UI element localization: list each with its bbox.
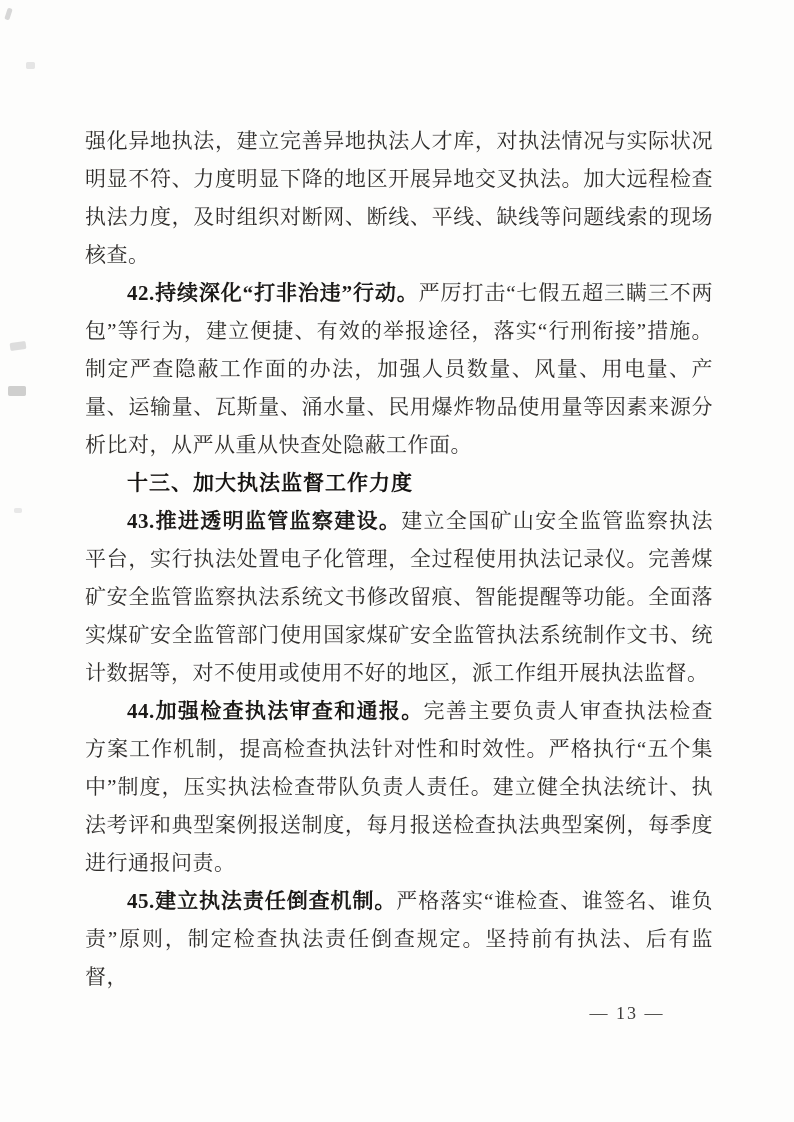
page-number: — 13 — — [589, 1003, 665, 1023]
paragraph-continuation-text: 强化异地执法，建立完善异地执法人才库，对执法情况与实际状况明显不符、力度明显下降的地区开展异地交叉执法。加大远程检查执法力度，及时组织对断网、断线、平线、缺线等问题线索的现场核查。 — [85, 129, 713, 267]
document-text-block — [85, 122, 713, 996]
item-45-body: 严格落实“谁检查、谁签名、谁负责”原则，制定检查执法责任倒查规定。坚持前有执法、后有监督， — [85, 889, 713, 989]
item-44-lead: 44.加强检查执法审查和通报。 — [127, 699, 424, 723]
item-43-body: 建立全国矿山安全监管监察执法平台，实行执法处置电子化管理，全过程使用执法记录仪。完善煤矿安全监管监察执法系统文书修改留痕、智能提醒等功能。全面落实煤矿安全监管部门使用国家煤矿安全监管执法系统制作文书、统计数据等，对不使用或使用不好的地区，派工作组开展执法监督。 — [85, 509, 714, 685]
paragraph-item-45 — [85, 882, 713, 996]
paragraph-item-43 — [85, 502, 713, 692]
item-45-lead: 45.建立执法责任倒查机制。 — [127, 889, 397, 913]
scan-artifact — [10, 341, 27, 351]
scan-artifact — [4, 8, 12, 21]
scan-artifact — [14, 508, 22, 513]
scan-artifact — [26, 62, 35, 69]
paragraph-item-44 — [85, 692, 713, 882]
item-43-lead: 43.推进透明监管监察建设。 — [127, 509, 402, 533]
section-13-heading — [85, 464, 713, 502]
paragraph-continuation — [85, 122, 713, 274]
item-44-body: 完善主要负责人审查执法检查方案工作机制，提高检查执法针对性和时效性。严格执行“五个集中”制度，压实执法检查带队负责人责任。建立健全执法统计、执法考评和典型案例报送制度，每月报送检查执法典型案例，每季度进行通报问责。 — [85, 699, 714, 875]
item-42-lead: 42.持续深化“打非治违”行动。 — [127, 281, 419, 305]
scan-artifact — [8, 386, 26, 396]
section-13-heading-text: 十三、加大执法监督工作力度 — [127, 471, 413, 495]
item-42-body: 严厉打击“七假五超三瞒三不两包”等行为，建立便捷、有效的举报途径，落实“行刑衔接”措施。制定严查隐蔽工作面的办法，加强人员数量、风量、用电量、产量、运输量、瓦斯量、涌水量、民用爆炸物品使用量等因素来源分析比对，从严从重从快查处隐蔽工作面。 — [85, 281, 713, 457]
paragraph-item-42 — [85, 274, 713, 464]
